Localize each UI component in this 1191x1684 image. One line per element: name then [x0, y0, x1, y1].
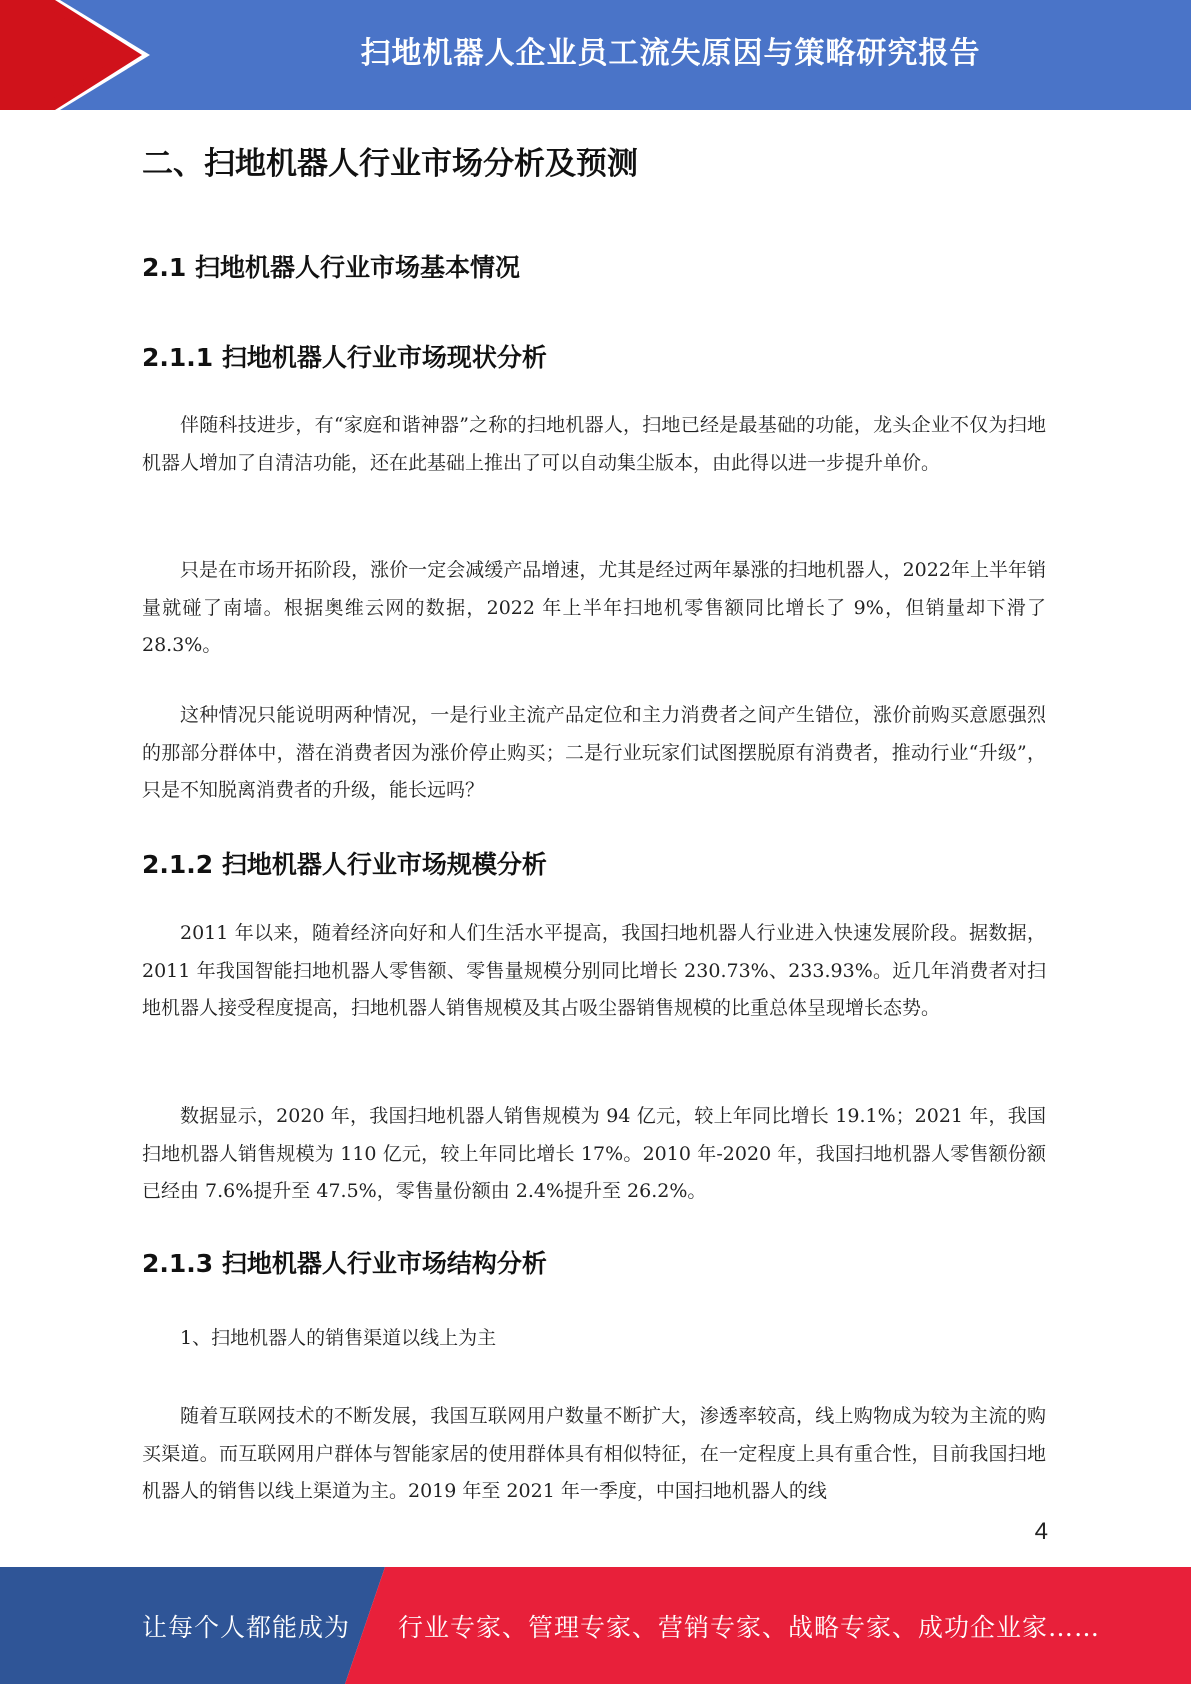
- paragraph: 这种情况只能说明两种情况，一是行业主流产品定位和主力消费者之间产生错位，涨价前购买意愿强烈的那部分群体中，潜在消费者因为涨价停止购买；二是行业玩家们试图摆脱原有消费者，推动行业“升级”，只是不知脱离消费者的升级，能长远吗？: [142, 704, 1046, 801]
- subsection-2-1-title: 2.1 扫地机器人行业市场基本情况: [142, 253, 520, 282]
- footer-slogan-left: 让每个人都能成为: [142, 1612, 351, 1642]
- header-band: [0, 0, 1191, 110]
- paragraph: 数据显示，2020 年，我国扫地机器人销售规模为 94 亿元，较上年同比增长 19.1%；2021 年，我国扫地机器人销售规模为 110 亿元，较上年同比增长 17%。2010 年-2020 年，我国扫地机器人零售额份额已经由 7.6%提升至 47.5%，零售量份额由 2.4%提升至 26.2%。: [142, 1105, 1046, 1202]
- paragraph: 伴随科技进步，有“家庭和谐神器”之称的扫地机器人，扫地已经是最基础的功能，龙头企业不仅为扫地机器人增加了自清洁功能，还在此基础上推出了可以自动集尘版本，由此得以进一步提升单价。: [142, 414, 1046, 474]
- page-number: 4: [1034, 1518, 1048, 1545]
- paragraph: 2011 年以来，随着经济向好和人们生活水平提高，我国扫地机器人行业进入快速发展阶段。据数据，2011 年我国智能扫地机器人零售额、零售量规模分别同比增长 230.73%、233.93%。近几年消费者对扫地机器人接受程度提高，扫地机器人销售规模及其占吸尘器销售规模的比重总体呈现增长态势。: [142, 922, 1046, 1019]
- paragraph: 只是在市场开拓阶段，涨价一定会减缓产品增速，尤其是经过两年暴涨的扫地机器人，2022年上半年销量就碰了南墙。根据奥维云网的数据，2022 年上半年扫地机零售额同比增长了 9%，但销量却下滑了 28.3%。: [142, 559, 1046, 656]
- footer-slogan-right: 行业专家、管理专家、营销专家、战略专家、成功企业家……: [398, 1612, 1101, 1642]
- subsection-2-1-2-title: 2.1.2 扫地机器人行业市场规模分析: [142, 850, 547, 879]
- list-heading: 1、扫地机器人的销售渠道以线上为主: [180, 1327, 497, 1349]
- footer-band: [0, 1567, 1191, 1684]
- section-title: 二、扫地机器人行业市场分析及预测: [142, 146, 638, 182]
- subsection-2-1-1-title: 2.1.1 扫地机器人行业市场现状分析: [142, 343, 547, 372]
- paragraph: 随着互联网技术的不断发展，我国互联网用户数量不断扩大，渗透率较高，线上购物成为较为主流的购买渠道。而互联网用户群体与智能家居的使用群体具有相似特征，在一定程度上具有重合性，目前我国扫地机器人的销售以线上渠道为主。2019 年至 2021 年一季度，中国扫地机器人的线: [142, 1405, 1046, 1502]
- subsection-2-1-3-title: 2.1.3 扫地机器人行业市场结构分析: [142, 1249, 547, 1278]
- report-title: 扫地机器人企业员工流失原因与策略研究报告: [360, 36, 981, 71]
